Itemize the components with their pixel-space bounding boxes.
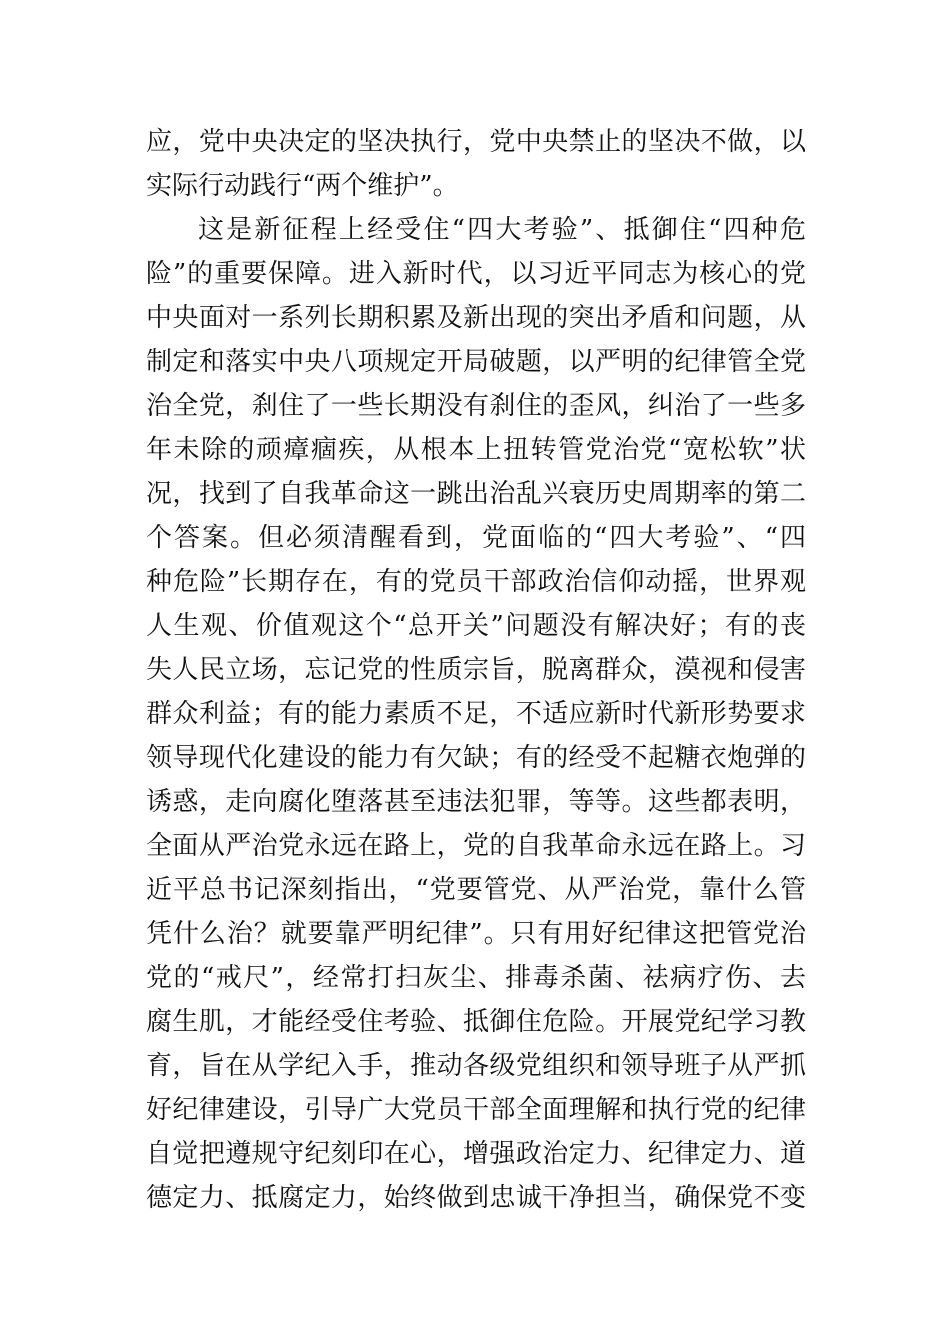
text-line: 年未除的顽瘴痼疾，从根本上扭转管党治党“宽松软”状 [146,435,806,465]
text-line: 这是新征程上经受住“四大考验”、抵御住“四种危 [198,215,806,245]
text-line: 德定力、抵腐定力，始终做到忠诚干净担当，确保党不变 [146,1183,806,1213]
text-line: 群众利益；有的能力素质不足，不适应新时代新形势要求 [146,699,806,729]
text-line: 制定和落实中央八项规定开局破题，以严明的纪律管全党 [146,347,806,377]
text-line: 诱惑，走向腐化堕落甚至违法犯罪，等等。这些都表明， [146,787,806,817]
text-line: 人生观、价值观这个“总开关”问题没有解决好；有的丧 [146,611,806,641]
text-line: 凭什么治？就要靠严明纪律”。只有用好纪律这把管党治 [146,919,806,949]
text-line: 全面从严治党永远在路上，党的自我革命永远在路上。习 [146,831,806,861]
text-line: 险”的重要保障。进入新时代，以习近平同志为核心的党 [146,259,806,289]
text-line: 个答案。但必须清醒看到，党面临的“四大考验”、“四 [146,523,806,553]
text-line: 好纪律建设，引导广大党员干部全面理解和执行党的纪律 [146,1095,806,1125]
text-line: 治全党，刹住了一些长期没有刹住的歪风，纠治了一些多 [146,391,806,421]
text-line: 实际行动践行“两个维护”。 [146,171,459,201]
text-line: 育，旨在从学纪入手，推动各级党组织和领导班子从严抓 [146,1051,806,1081]
text-line: 应，党中央决定的坚决执行，党中央禁止的坚决不做，以 [146,127,806,157]
text-line: 腐生肌，才能经受住考验、抵御住危险。开展党纪学习教 [146,1007,806,1037]
text-line: 自觉把遵规守纪刻印在心，增强政治定力、纪律定力、道 [146,1139,806,1169]
text-line: 领导现代化建设的能力有欠缺；有的经受不起糖衣炮弹的 [146,743,806,773]
text-line: 中央面对一系列长期积累及新出现的突出矛盾和问题，从 [146,303,806,333]
text-line: 况，找到了自我革命这一跳出治乱兴衰历史周期率的第二 [146,479,806,509]
text-line: 失人民立场，忘记党的性质宗旨，脱离群众，漠视和侵害 [146,655,806,685]
text-line: 种危险”长期存在，有的党员干部政治信仰动摇，世界观 [146,567,806,597]
text-line: 党的“戒尺”，经常打扫灰尘、排毒杀菌、祛病疗伤、去 [146,963,806,993]
text-line: 近平总书记深刻指出，“党要管党、从严治党，靠什么管 [146,875,806,905]
